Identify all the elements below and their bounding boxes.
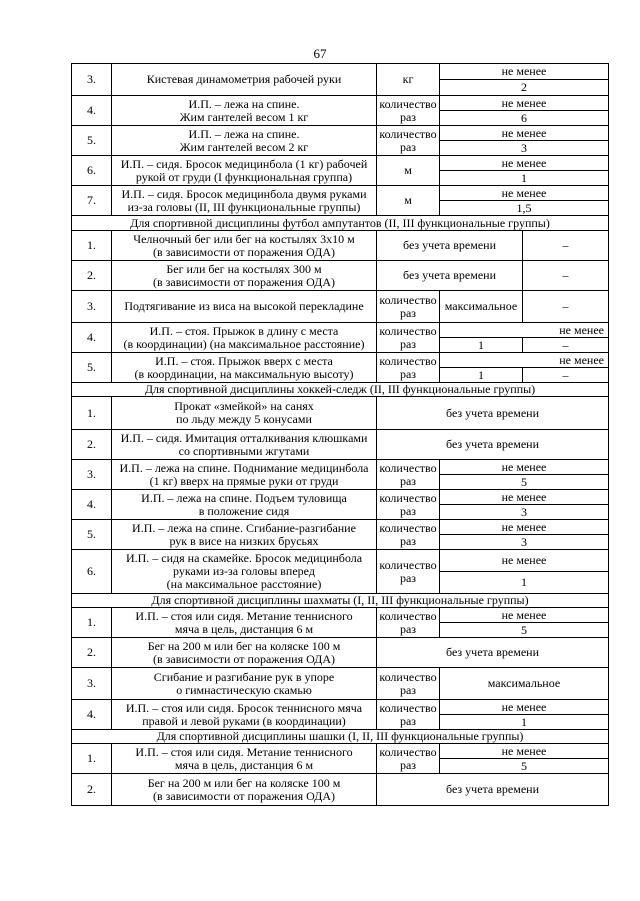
text-line: рук в висе на низких брусьях bbox=[169, 533, 319, 548]
table-row bbox=[72, 353, 609, 368]
norm-label: не менее bbox=[440, 520, 609, 535]
norm-label: не менее bbox=[440, 700, 609, 715]
text-line: кг bbox=[402, 72, 414, 86]
norm-value: без учета времени bbox=[377, 638, 609, 668]
table-row bbox=[72, 700, 609, 715]
row-number: 3. bbox=[72, 64, 112, 96]
text-line: И.П. – сидя на скамейке. Бросок медицинбола bbox=[125, 551, 363, 565]
row-number: 3. bbox=[72, 291, 112, 323]
text-line: количество bbox=[379, 353, 437, 368]
section-header-row bbox=[72, 594, 609, 608]
test-name bbox=[112, 353, 377, 383]
row-number: 2. bbox=[72, 430, 112, 460]
section-header: Для спортивной дисциплины хоккей-следж (II, III функциональные группы) bbox=[72, 383, 609, 397]
text-line: мяча в цель, дистанция 6 м bbox=[174, 621, 314, 636]
text-line: раз bbox=[399, 533, 417, 548]
text-line: Подтягивание из виса на высокой перекладине bbox=[124, 299, 364, 313]
norm-value: без учета времени bbox=[377, 261, 523, 291]
section-header: Для спортивной дисциплины шахматы (I, II, III функциональные группы) bbox=[72, 594, 609, 608]
norm-label: не менее bbox=[440, 156, 609, 171]
unit bbox=[377, 353, 440, 383]
text-line: раз bbox=[399, 473, 417, 488]
test-name bbox=[112, 668, 377, 700]
norm-label: не менее bbox=[440, 550, 609, 572]
norm-label: не менее bbox=[440, 460, 609, 475]
table-row bbox=[72, 608, 609, 623]
unit bbox=[377, 490, 440, 520]
row-number: 3. bbox=[72, 460, 112, 490]
text-line: раз bbox=[399, 139, 417, 154]
text-line: И.П. – лежа на спине. Сгибание-разгибание bbox=[132, 520, 356, 535]
dash: – bbox=[523, 291, 609, 323]
text-line: И.П. – стоя или сидя. Метание теннисного bbox=[135, 744, 353, 759]
text-line: по льду между 5 конусами bbox=[176, 412, 312, 426]
table-row bbox=[72, 744, 609, 759]
text-line: раз bbox=[399, 336, 417, 351]
unit bbox=[377, 550, 440, 594]
test-name bbox=[112, 64, 377, 96]
norm-value: 1 bbox=[440, 368, 523, 383]
norm-value: 1 bbox=[440, 572, 609, 594]
text-line: количество bbox=[379, 460, 437, 475]
text-line: количество bbox=[379, 520, 437, 535]
row-number: 2. bbox=[72, 261, 112, 291]
norm-label: не менее bbox=[440, 608, 609, 623]
norm-value: 1 bbox=[440, 715, 609, 730]
row-number: 1. bbox=[72, 231, 112, 261]
text-line: Жим гантелей весом 1 кг bbox=[179, 109, 309, 124]
standards-table bbox=[71, 63, 609, 806]
text-line: мяча в цель, дистанция 6 м bbox=[174, 757, 314, 772]
text-line: из-за головы (II, III функциональные группы) bbox=[127, 199, 361, 214]
test-name bbox=[112, 608, 377, 638]
norm-label: не менее bbox=[440, 490, 609, 505]
table-row bbox=[72, 186, 609, 201]
text-line: И.П. – лежа на спине. bbox=[188, 96, 300, 111]
unit bbox=[377, 186, 440, 216]
text-line: правой и левой руками (в координации) bbox=[142, 713, 346, 728]
test-name bbox=[112, 744, 377, 774]
text-line: (в координации, на максимальную высоту) bbox=[134, 366, 354, 381]
unit bbox=[377, 668, 440, 700]
table-row bbox=[72, 323, 609, 338]
norm-value: максимальное bbox=[440, 291, 523, 323]
table-row bbox=[72, 397, 609, 414]
norm-label: не менее bbox=[440, 353, 609, 368]
unit bbox=[377, 96, 440, 126]
unit bbox=[377, 126, 440, 156]
norm-value: 1 bbox=[440, 338, 523, 353]
text-line: И.П. – сидя. Бросок медицинбола двумя руками bbox=[121, 186, 367, 201]
text-line: рукой от груди (I функциональная группа) bbox=[135, 169, 353, 184]
text-line: И.П. – стоя или сидя. Бросок теннисного мяча bbox=[125, 700, 363, 715]
text-line: раз bbox=[399, 757, 417, 772]
row-number: 3. bbox=[72, 668, 112, 700]
unit bbox=[377, 291, 440, 323]
test-name bbox=[112, 291, 377, 323]
text-line: м bbox=[404, 193, 412, 207]
test-name bbox=[112, 490, 377, 520]
table-row bbox=[72, 64, 609, 80]
test-name bbox=[112, 397, 377, 430]
dash: – bbox=[523, 261, 609, 291]
row-number: 1. bbox=[72, 744, 112, 774]
text-line: количество bbox=[379, 490, 437, 505]
text-line: (1 кг) вверх на прямые руки от груди bbox=[149, 473, 339, 488]
dash: – bbox=[523, 368, 609, 383]
norm-value: 6 bbox=[440, 111, 609, 126]
text-line: И.П. – стоя. Прыжок в длину с места bbox=[149, 323, 339, 338]
text-line: И.П. – лежа на спине. bbox=[188, 126, 300, 141]
row-number: 1. bbox=[72, 397, 112, 430]
text-line: И.П. – стоя или сидя. Метание теннисного bbox=[135, 608, 353, 623]
unit bbox=[377, 156, 440, 186]
text-line: м bbox=[404, 163, 412, 177]
test-name bbox=[112, 96, 377, 126]
text-line: количество bbox=[379, 292, 437, 307]
text-line: раз bbox=[399, 621, 417, 636]
text-line: (в зависимости от поражения ОДА) bbox=[152, 651, 336, 666]
norm-label: не менее bbox=[440, 96, 609, 111]
row-number: 2. bbox=[72, 638, 112, 668]
unit bbox=[377, 323, 440, 353]
norm-label: не менее bbox=[440, 323, 609, 338]
unit bbox=[377, 520, 440, 550]
norm-value: 5 bbox=[440, 475, 609, 490]
table-row bbox=[72, 291, 609, 307]
unit bbox=[377, 700, 440, 730]
test-name bbox=[112, 638, 377, 668]
text-line: о гимнастическую скамью bbox=[176, 682, 312, 697]
table-row bbox=[72, 126, 609, 141]
text-line: раз bbox=[399, 682, 417, 697]
table-row bbox=[72, 156, 609, 171]
test-name bbox=[112, 460, 377, 490]
text-line: количество bbox=[379, 557, 437, 572]
text-line: количество bbox=[379, 323, 437, 338]
norm-value: без учета времени bbox=[377, 397, 609, 430]
text-line: Прокат «змейкой» на санях bbox=[174, 399, 314, 413]
norm-label: не менее bbox=[440, 126, 609, 141]
section-header-row bbox=[72, 383, 609, 397]
section-header-row bbox=[72, 216, 609, 231]
text-line: И.П. – сидя. Бросок медицинбола (1 кг) рабочей bbox=[120, 156, 368, 171]
row-number: 4. bbox=[72, 323, 112, 353]
unit bbox=[377, 460, 440, 490]
table-row bbox=[72, 520, 609, 535]
text-line: Жим гантелей весом 2 кг bbox=[179, 139, 309, 154]
text-line: количество bbox=[379, 700, 437, 715]
row-number: 4. bbox=[72, 700, 112, 730]
row-number: 4. bbox=[72, 96, 112, 126]
text-line: в положение сидя bbox=[198, 503, 290, 518]
norm-label: не менее bbox=[440, 744, 609, 759]
section-header: Для спортивной дисциплины шашки (I, II, III функциональные группы) bbox=[72, 730, 609, 744]
text-line: количество bbox=[379, 96, 437, 111]
norm-value: 3 bbox=[440, 141, 609, 156]
row-number: 6. bbox=[72, 550, 112, 594]
norm-value: 3 bbox=[440, 505, 609, 520]
text-line: (в зависимости от поражения ОДА) bbox=[152, 788, 336, 803]
row-number: 5. bbox=[72, 520, 112, 550]
norm-value: 5 bbox=[440, 759, 609, 774]
text-line: Челночный бег или бег на костылях 3х10 м bbox=[133, 231, 355, 246]
row-number: 6. bbox=[72, 156, 112, 186]
test-name bbox=[112, 186, 377, 216]
section-header-row bbox=[72, 730, 609, 744]
table-row bbox=[72, 261, 609, 276]
text-line: раз bbox=[399, 503, 417, 518]
test-name bbox=[112, 323, 377, 353]
test-name bbox=[112, 231, 377, 261]
table-row bbox=[72, 430, 609, 445]
text-line: количество bbox=[379, 126, 437, 141]
text-line: И.П. – стоя. Прыжок вверх с места bbox=[155, 353, 333, 368]
dash: – bbox=[523, 338, 609, 353]
table-row bbox=[72, 460, 609, 475]
test-name bbox=[112, 156, 377, 186]
norm-value: 1,5 bbox=[440, 201, 609, 216]
text-line: И.П. – лежа на спине. Подъем туловища bbox=[141, 490, 347, 505]
norm-label: не менее bbox=[440, 64, 609, 80]
test-name bbox=[112, 774, 377, 806]
table-row bbox=[72, 550, 609, 572]
row-number: 7. bbox=[72, 186, 112, 216]
text-line: раз bbox=[399, 366, 417, 381]
row-number: 5. bbox=[72, 353, 112, 383]
text-line: со спортивными жгутами bbox=[178, 443, 310, 458]
test-name bbox=[112, 126, 377, 156]
norm-value: максимальное bbox=[440, 668, 609, 700]
text-line: Кистевая динамометрия рабочей руки bbox=[146, 72, 342, 86]
norm-value: 3 bbox=[440, 535, 609, 550]
unit bbox=[377, 744, 440, 774]
text-line: (на максимальное расстояние) bbox=[166, 577, 322, 591]
test-name bbox=[112, 261, 377, 291]
text-line: руками из-за головы вперед bbox=[173, 564, 315, 578]
text-line: раз bbox=[399, 305, 417, 320]
section-header: Для спортивной дисциплины футбол ампутантов (II, III функциональные группы) bbox=[72, 216, 609, 231]
norm-value: без учета времени bbox=[377, 774, 609, 806]
text-line: Сгибание и разгибание рук в упоре bbox=[153, 669, 335, 684]
text-line: количество bbox=[379, 744, 437, 759]
test-name bbox=[112, 430, 377, 460]
row-number: 2. bbox=[72, 774, 112, 806]
norm-value: без учета времени bbox=[377, 430, 609, 460]
test-name bbox=[112, 700, 377, 730]
text-line: Бег на 200 м или бег на коляске 100 м bbox=[147, 638, 341, 653]
text-line: раз bbox=[399, 570, 417, 585]
row-number: 4. bbox=[72, 490, 112, 520]
table-row bbox=[72, 96, 609, 111]
test-name bbox=[112, 550, 377, 594]
norm-value: 5 bbox=[440, 623, 609, 638]
text-line: И.П. – лежа на спине. Поднимание медицинбола bbox=[119, 460, 369, 475]
text-line: (в координации) (на максимальное расстояние) bbox=[123, 336, 365, 351]
text-line: Бег на 200 м или бег на коляске 100 м bbox=[147, 775, 341, 790]
text-line: (в зависимости от поражения ОДА) bbox=[152, 274, 336, 289]
norm-value: 1 bbox=[440, 171, 609, 186]
table-row bbox=[72, 490, 609, 505]
text-line: И.П. – сидя. Имитация отталкивания клюшками bbox=[120, 430, 368, 445]
dash: – bbox=[523, 231, 609, 261]
row-number: 5. bbox=[72, 126, 112, 156]
test-name bbox=[112, 520, 377, 550]
text-line: раз bbox=[399, 109, 417, 124]
table-row bbox=[72, 231, 609, 246]
table-row bbox=[72, 668, 609, 684]
unit bbox=[377, 608, 440, 638]
page-number: 67 bbox=[313, 46, 327, 61]
text-line: количество bbox=[379, 669, 437, 684]
norm-value: без учета времени bbox=[377, 231, 523, 261]
norm-value: 2 bbox=[440, 80, 609, 96]
text-line: раз bbox=[399, 713, 417, 728]
unit bbox=[377, 64, 440, 96]
text-line: Бег или бег на костылях 300 м bbox=[166, 261, 322, 276]
table-row bbox=[72, 638, 609, 653]
norm-label: не менее bbox=[440, 186, 609, 201]
table-row bbox=[72, 774, 609, 790]
row-number: 1. bbox=[72, 608, 112, 638]
text-line: (в зависимости от поражения ОДА) bbox=[152, 244, 336, 259]
text-line: количество bbox=[379, 608, 437, 623]
